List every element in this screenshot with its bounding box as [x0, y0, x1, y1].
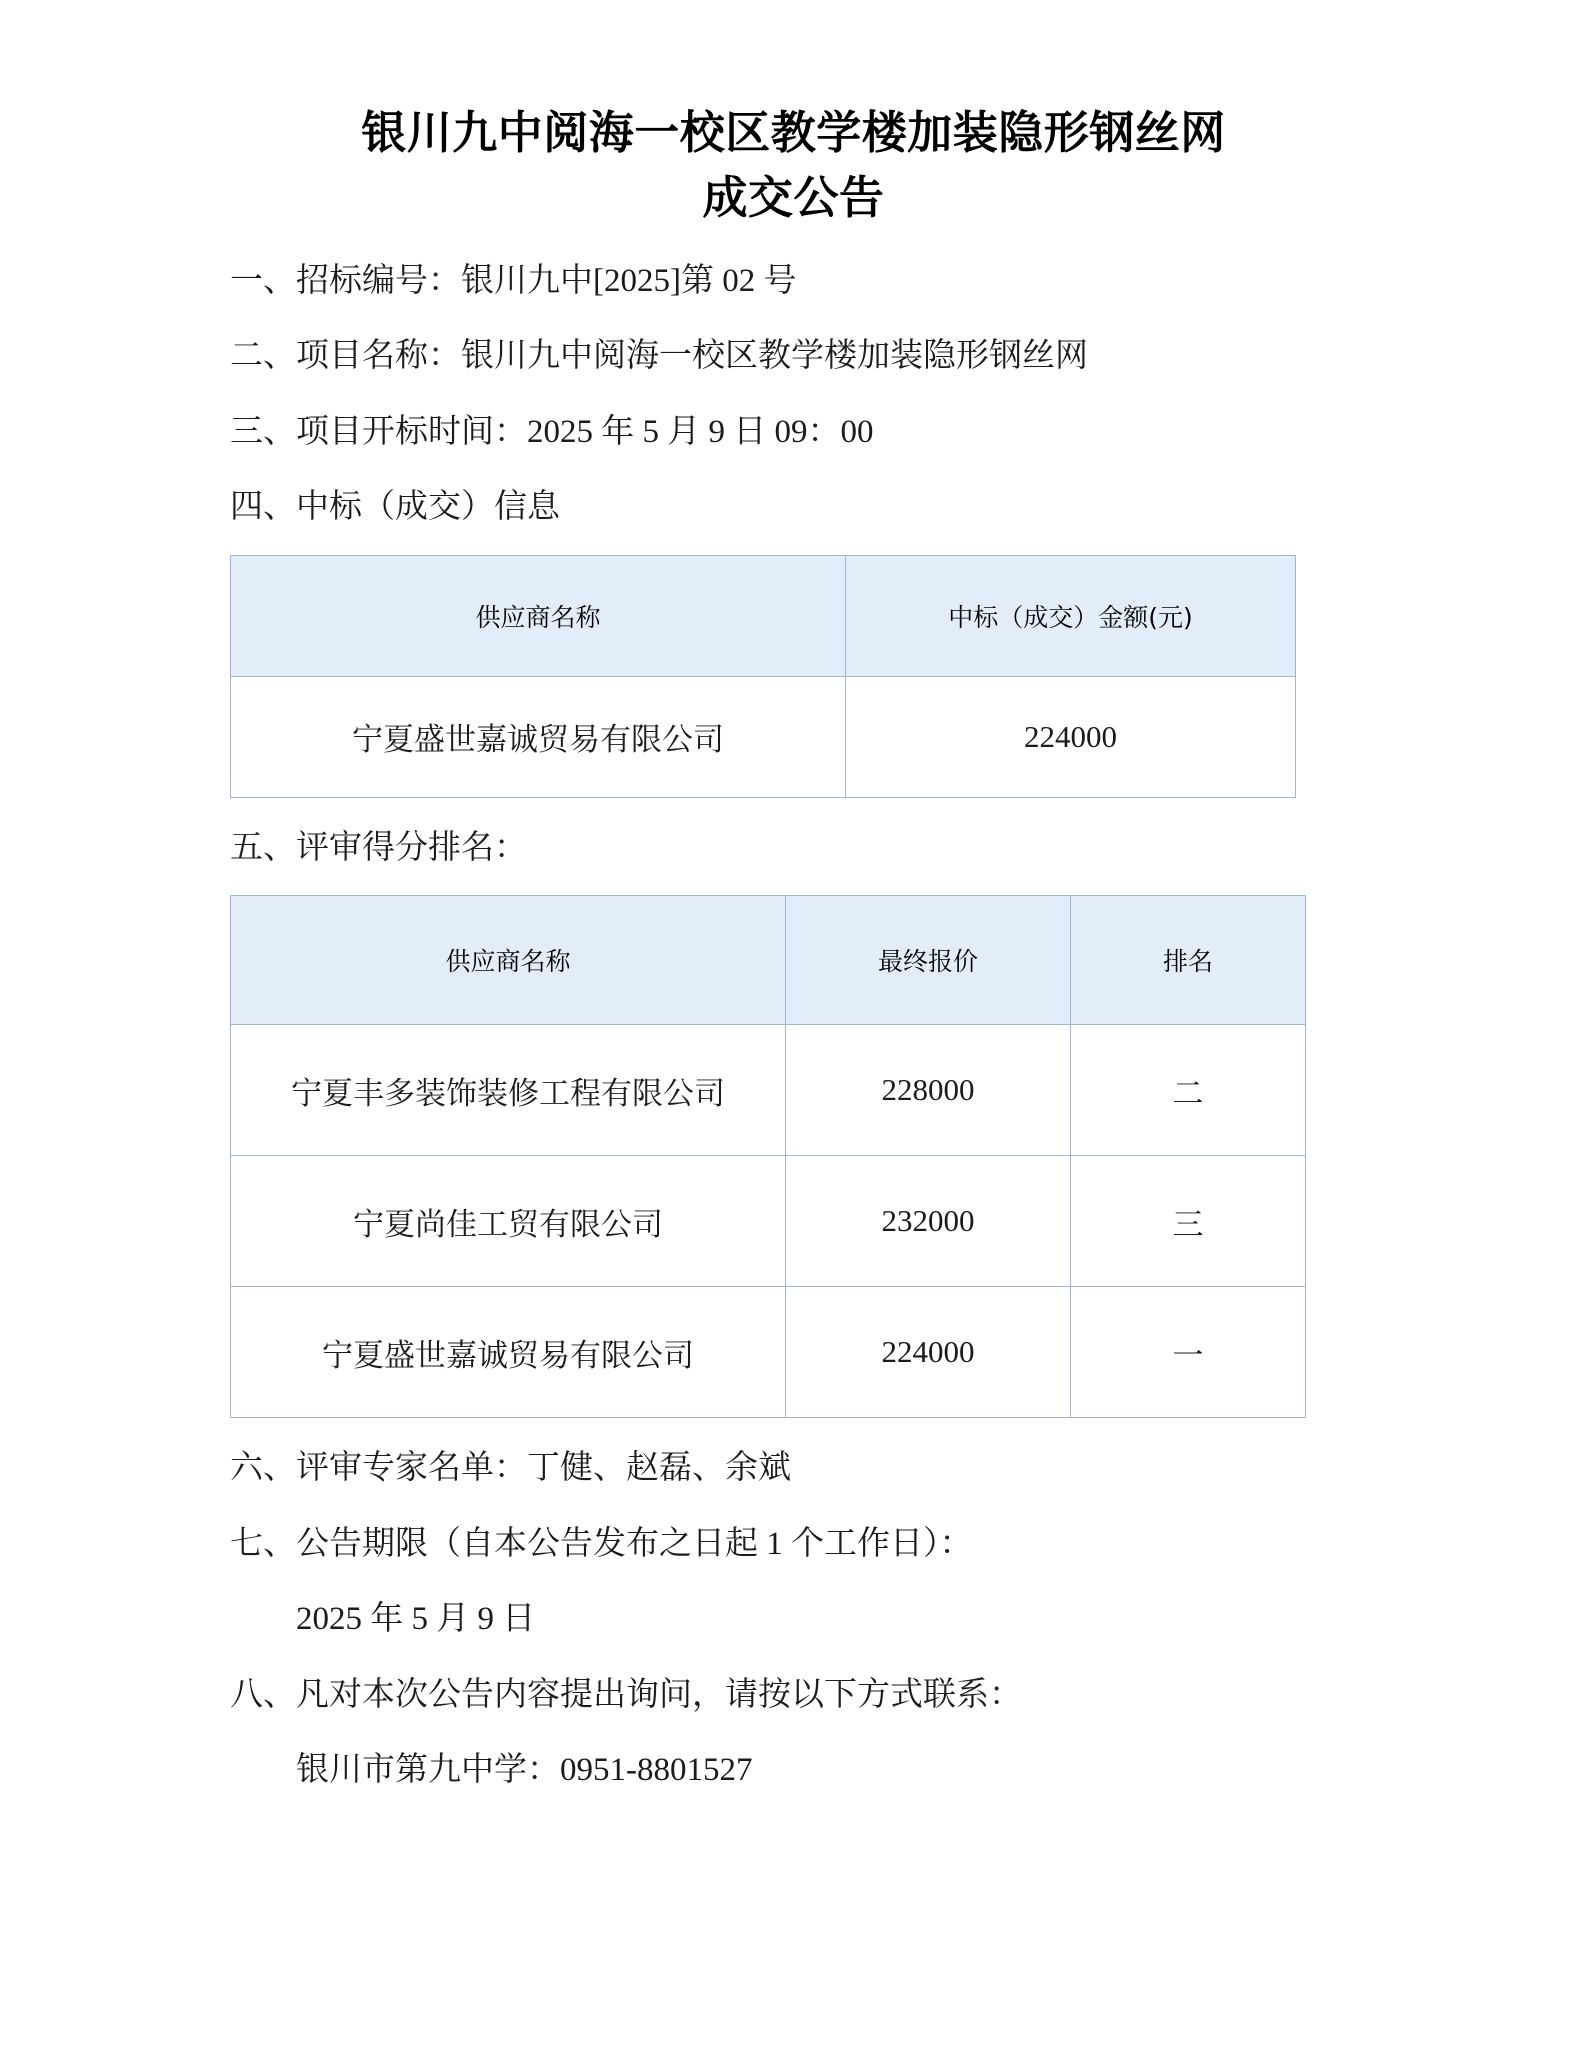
rank-table: [230, 895, 1306, 1418]
table-header-row: [231, 896, 1306, 1025]
section-open-time: 三、项目开标时间：2025 年 5 月 9 日 09：00: [230, 413, 874, 450]
section-experts: 六、评审专家名单：丁健、赵磊、余斌: [230, 1450, 791, 1486]
section-award-info-heading: 四、中标（成交）信息: [230, 489, 560, 525]
rank-cell-price: 232000: [786, 1156, 1071, 1287]
rank-cell-price: 228000: [786, 1025, 1071, 1156]
award-table-body: [231, 676, 1296, 797]
table-header-row: [231, 555, 1296, 676]
rank-cell-rank: 三: [1071, 1156, 1306, 1287]
rank-cell-supplier: 宁夏尚佳工贸有限公司: [231, 1156, 786, 1287]
rank-col-supplier: 供应商名称: [231, 896, 786, 1025]
award-cell-supplier: 宁夏盛世嘉诚贸易有限公司: [231, 676, 846, 797]
award-col-amount: 中标（成交）金额(元): [846, 555, 1296, 676]
award-table-header: [231, 555, 1296, 676]
section-contact-intro: 八、凡对本次公告内容提出询问，请按以下方式联系：: [230, 1676, 1022, 1713]
rank-col-rank: 排名: [1071, 896, 1306, 1025]
award-cell-amount: 224000: [846, 676, 1296, 797]
rank-cell-price: 224000: [786, 1287, 1071, 1418]
page-title: [230, 100, 1357, 231]
rank-table-header: [231, 896, 1306, 1025]
rank-cell-rank: 一: [1071, 1287, 1306, 1418]
section-rank-heading: 五、评审得分排名：: [230, 829, 527, 866]
rank-cell-supplier: 宁夏盛世嘉诚贸易有限公司: [231, 1287, 786, 1418]
section-project-name: 二、项目名称：银川九中阅海一校区教学楼加装隐形钢丝网: [230, 338, 1088, 374]
rank-col-price: 最终报价: [786, 896, 1071, 1025]
section-bid-number: 一、招标编号：银川九中[2025]第 02 号: [230, 262, 797, 299]
award-col-supplier: 供应商名称: [231, 555, 846, 676]
table-row: [231, 1156, 1306, 1287]
award-table: [230, 555, 1296, 798]
table-row: [231, 676, 1296, 797]
rank-cell-supplier: 宁夏丰多装饰装修工程有限公司: [231, 1025, 786, 1156]
page-title-line-2: 成交公告: [702, 171, 885, 225]
rank-cell-rank: 二: [1071, 1025, 1306, 1156]
section-notice-period: 七、公告期限（自本公告发布之日起 1 个工作日）：: [230, 1525, 973, 1562]
table-row: [231, 1025, 1306, 1156]
table-row: [231, 1287, 1306, 1418]
rank-table-body: [231, 1025, 1306, 1418]
title-spacer: [230, 231, 1357, 257]
section-contact-line: 银川市第九中学：0951-8801527: [296, 1752, 753, 1788]
section-notice-date: 2025 年 5 月 9 日: [296, 1601, 536, 1637]
page-title-line-1: 银川九中阅海一校区教学楼加装隐形钢丝网: [361, 106, 1226, 159]
